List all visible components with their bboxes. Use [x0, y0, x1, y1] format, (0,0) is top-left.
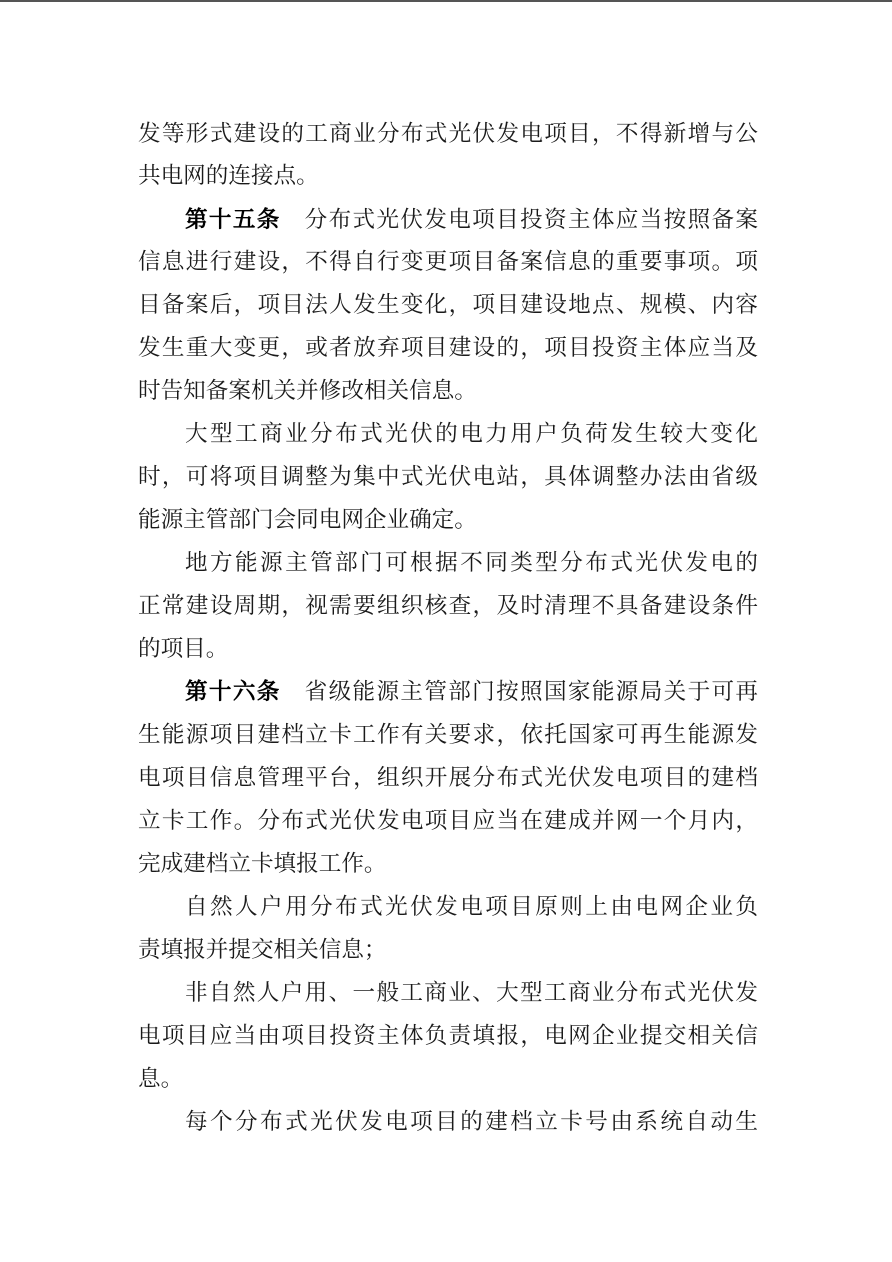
article-16-label: 第十六条 — [185, 679, 281, 705]
paragraph-line: 责填报并提交相关信息； — [138, 937, 387, 963]
paragraph-line: 自然人户用分布式光伏发电项目原则上由电网企业负 — [185, 894, 758, 920]
paragraph-line: 每个分布式光伏发电项目的建档立卡号由系统自动生 — [185, 1109, 758, 1135]
paragraph-line: 生能源项目建档立卡工作有关要求，依托国家可再生能源发 — [138, 722, 758, 748]
paragraph-line: 大型工商业分布式光伏的电力用户负荷发生较大变化 — [185, 421, 758, 447]
article-15-text: 分布式光伏发电项目投资主体应当按照备案 — [304, 207, 759, 233]
paragraph-line: 发生重大变更，或者放弃项目建设的，项目投资主体应当及 — [138, 335, 758, 361]
article-16-heading-line — [185, 672, 758, 712]
paragraph-line: 共电网的连接点。 — [138, 163, 319, 189]
paragraph-line: 的项目。 — [138, 636, 229, 662]
paragraph-line: 能源主管部门会同电网企业确定。 — [138, 507, 477, 533]
article-16-text: 省级能源主管部门按照国家能源局关于可再 — [304, 679, 759, 705]
paragraph-line: 目备案后，项目法人发生变化，项目建设地点、规模、内容 — [138, 292, 758, 318]
paragraph-line: 电项目应当由项目投资主体负责填报，电网企业提交相关信 — [138, 1023, 758, 1049]
paragraph-line: 非自然人户用、一般工商业、大型工商业分布式光伏发 — [185, 980, 758, 1006]
article-15-label: 第十五条 — [185, 207, 281, 233]
paragraph-line: 时，可将项目调整为集中式光伏电站，具体调整办法由省级 — [138, 464, 758, 490]
paragraph-line: 时告知备案机关并修改相关信息。 — [138, 378, 477, 404]
paragraph-line: 发等形式建设的工商业分布式光伏发电项目，不得新增与公 — [138, 121, 758, 147]
paragraph-line: 地方能源主管部门可根据不同类型分布式光伏发电的 — [185, 550, 758, 576]
paragraph-line: 立卡工作。分布式光伏发电项目应当在建成并网一个月内， — [138, 808, 758, 834]
paragraph-line: 信息进行建设，不得自行变更项目备案信息的重要事项。项 — [138, 249, 758, 275]
article-15-heading-line — [185, 200, 758, 240]
paragraph-line: 息。 — [138, 1066, 184, 1092]
paragraph-line: 完成建档立卡填报工作。 — [138, 851, 387, 877]
paragraph-line: 电项目信息管理平台，组织开展分布式光伏发电项目的建档 — [138, 765, 758, 791]
paragraph-line: 正常建设周期，视需要组织核查，及时清理不具备建设条件 — [138, 593, 758, 619]
